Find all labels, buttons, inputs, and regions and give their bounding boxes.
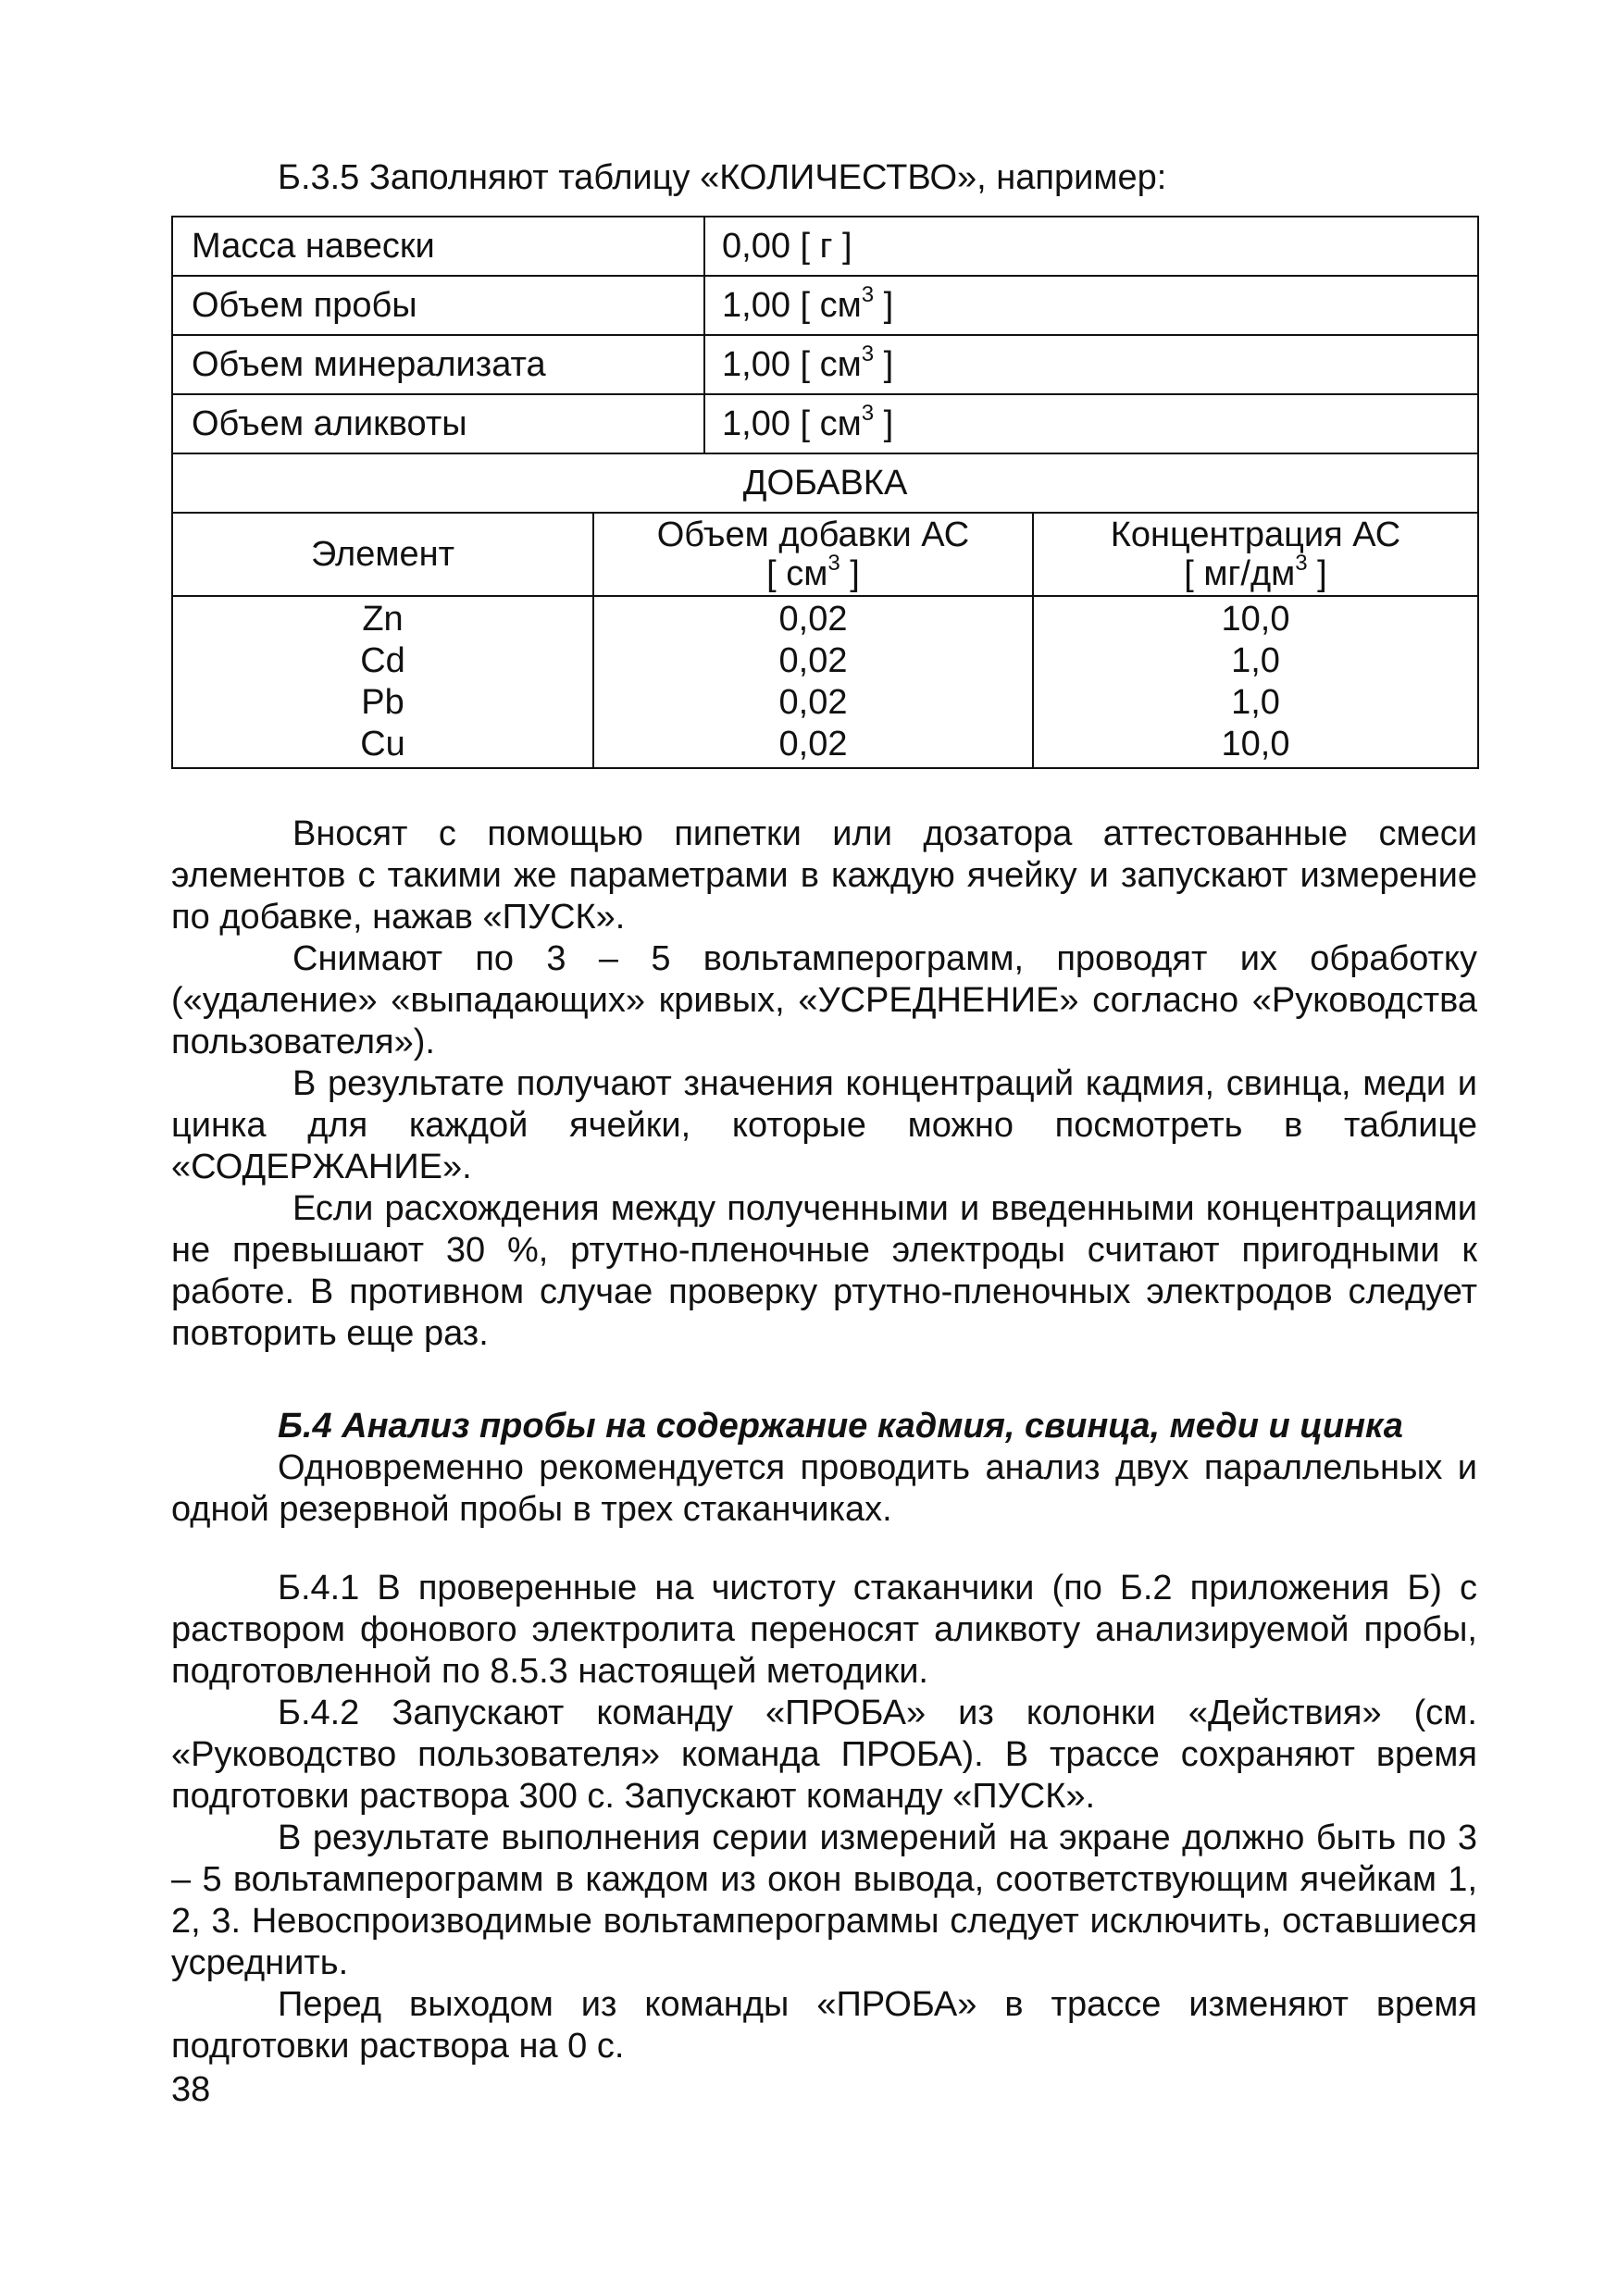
row-label: Объем аликвоты bbox=[172, 394, 704, 453]
quantity-table bbox=[171, 216, 1479, 769]
row-value: 1,00 [ $см^3$ ] bbox=[704, 394, 1478, 453]
page-number: 38 bbox=[171, 2070, 211, 2109]
row-value: 0,00 [ г ] bbox=[704, 217, 1478, 276]
intro-line: Б.3.5 Заполняют таблицу «КОЛИЧЕСТВО», например: bbox=[278, 158, 1167, 197]
list-item: Pb bbox=[361, 683, 404, 722]
list-item: 0,02 bbox=[778, 683, 848, 722]
paragraph: В результате выполнения серии измерений на экране должно быть по 3 – 5 вольтамперограмм в каждом из окон вывода, соответствующим ячейкам 1, 2, 3. Невоспроизводимые вольтамперограммы следует исключить, оставшиеся усреднить. bbox=[171, 1818, 1477, 1982]
section-heading: Б.4 Анализ пробы на содержание кадмия, свинца, меди и цинка bbox=[278, 1407, 1403, 1446]
list-item: Cu bbox=[360, 725, 405, 763]
paragraph: Снимают по 3 – 5 вольтамперограмм, проводят их обработку («удаление» «выпадающих» кривых, «УСРЕДНЕНИЕ» согласно «Руководства пользователя»). bbox=[171, 939, 1477, 1061]
list-item: 10,0 bbox=[1221, 600, 1290, 639]
paragraph: Одновременно рекомендуется проводить анализ двух параллельных и одной резервной пробы в трех стаканчиках. bbox=[171, 1448, 1477, 1529]
row-label: Масса навески bbox=[172, 217, 704, 276]
additive-header: ДОБАВКА bbox=[172, 453, 1478, 513]
list-item: 1,0 bbox=[1231, 641, 1280, 680]
list-item: 0,02 bbox=[778, 600, 848, 639]
table-row bbox=[172, 217, 1478, 276]
concentration-list bbox=[1033, 596, 1478, 768]
paragraph: Перед выходом из команды «ПРОБА» в трассе изменяют время подготовки раствора на 0 с. bbox=[171, 1985, 1477, 2066]
table-row bbox=[172, 394, 1478, 453]
column-element: Элемент bbox=[172, 513, 593, 596]
element-data-row bbox=[172, 596, 1478, 768]
column-concentration: Концентрация АС [ $мг/дм^3$ ] bbox=[1033, 513, 1478, 596]
list-item: 0,02 bbox=[778, 725, 848, 763]
table-row bbox=[172, 335, 1478, 394]
row-value: 1,00 [ $см^3$ ] bbox=[704, 335, 1478, 394]
row-label: Объем пробы bbox=[172, 276, 704, 335]
column-volume: Объем добавки АС [ $см^3$ ] bbox=[593, 513, 1033, 596]
paragraph: В результате получают значения концентраций кадмия, свинца, меди и цинка для каждой ячейки, которые можно посмотреть в таблице «СОДЕРЖАНИЕ». bbox=[171, 1064, 1477, 1186]
column-header-row bbox=[172, 513, 1478, 596]
list-item: Zn bbox=[362, 600, 404, 639]
paragraph: Если расхождения между полученными и введенными концентрациями не превышают 30 %, ртутно-пленочные электроды считают пригодными к работе. В противном случае проверку ртутно-пленочных электродов следует повторить еще раз. bbox=[171, 1189, 1477, 1353]
paragraph: Б.4.1 В проверенные на чистоту стаканчики (по Б.2 приложения Б) с раствором фонового электролита переносят аликвоту анализируемой пробы, подготовленной по 8.5.3 настоящей методики. bbox=[171, 1569, 1477, 1691]
list-item: 0,02 bbox=[778, 641, 848, 680]
additive-header-row bbox=[172, 453, 1478, 513]
volume-list bbox=[593, 596, 1033, 768]
row-label: Объем минерализата bbox=[172, 335, 704, 394]
document-page bbox=[171, 157, 1477, 2111]
list-item: 1,0 bbox=[1231, 683, 1280, 722]
list-item: 10,0 bbox=[1221, 725, 1290, 763]
element-list bbox=[172, 596, 593, 768]
paragraph: Вносят с помощью пипетки или дозатора аттестованные смеси элементов с такими же параметрами в каждую ячейку и запускают измерение по добавке, нажав «ПУСК». bbox=[171, 814, 1477, 937]
list-item: Cd bbox=[360, 641, 405, 680]
row-value: 1,00 [ $см^3$ ] bbox=[704, 276, 1478, 335]
paragraph: Б.4.2 Запускают команду «ПРОБА» из колонки «Действия» (см. «Руководство пользователя» команда ПРОБА). В трассе сохраняют время подготовки раствора 300 с. Запускают команду «ПУСК». bbox=[171, 1694, 1477, 1816]
table-row bbox=[172, 276, 1478, 335]
